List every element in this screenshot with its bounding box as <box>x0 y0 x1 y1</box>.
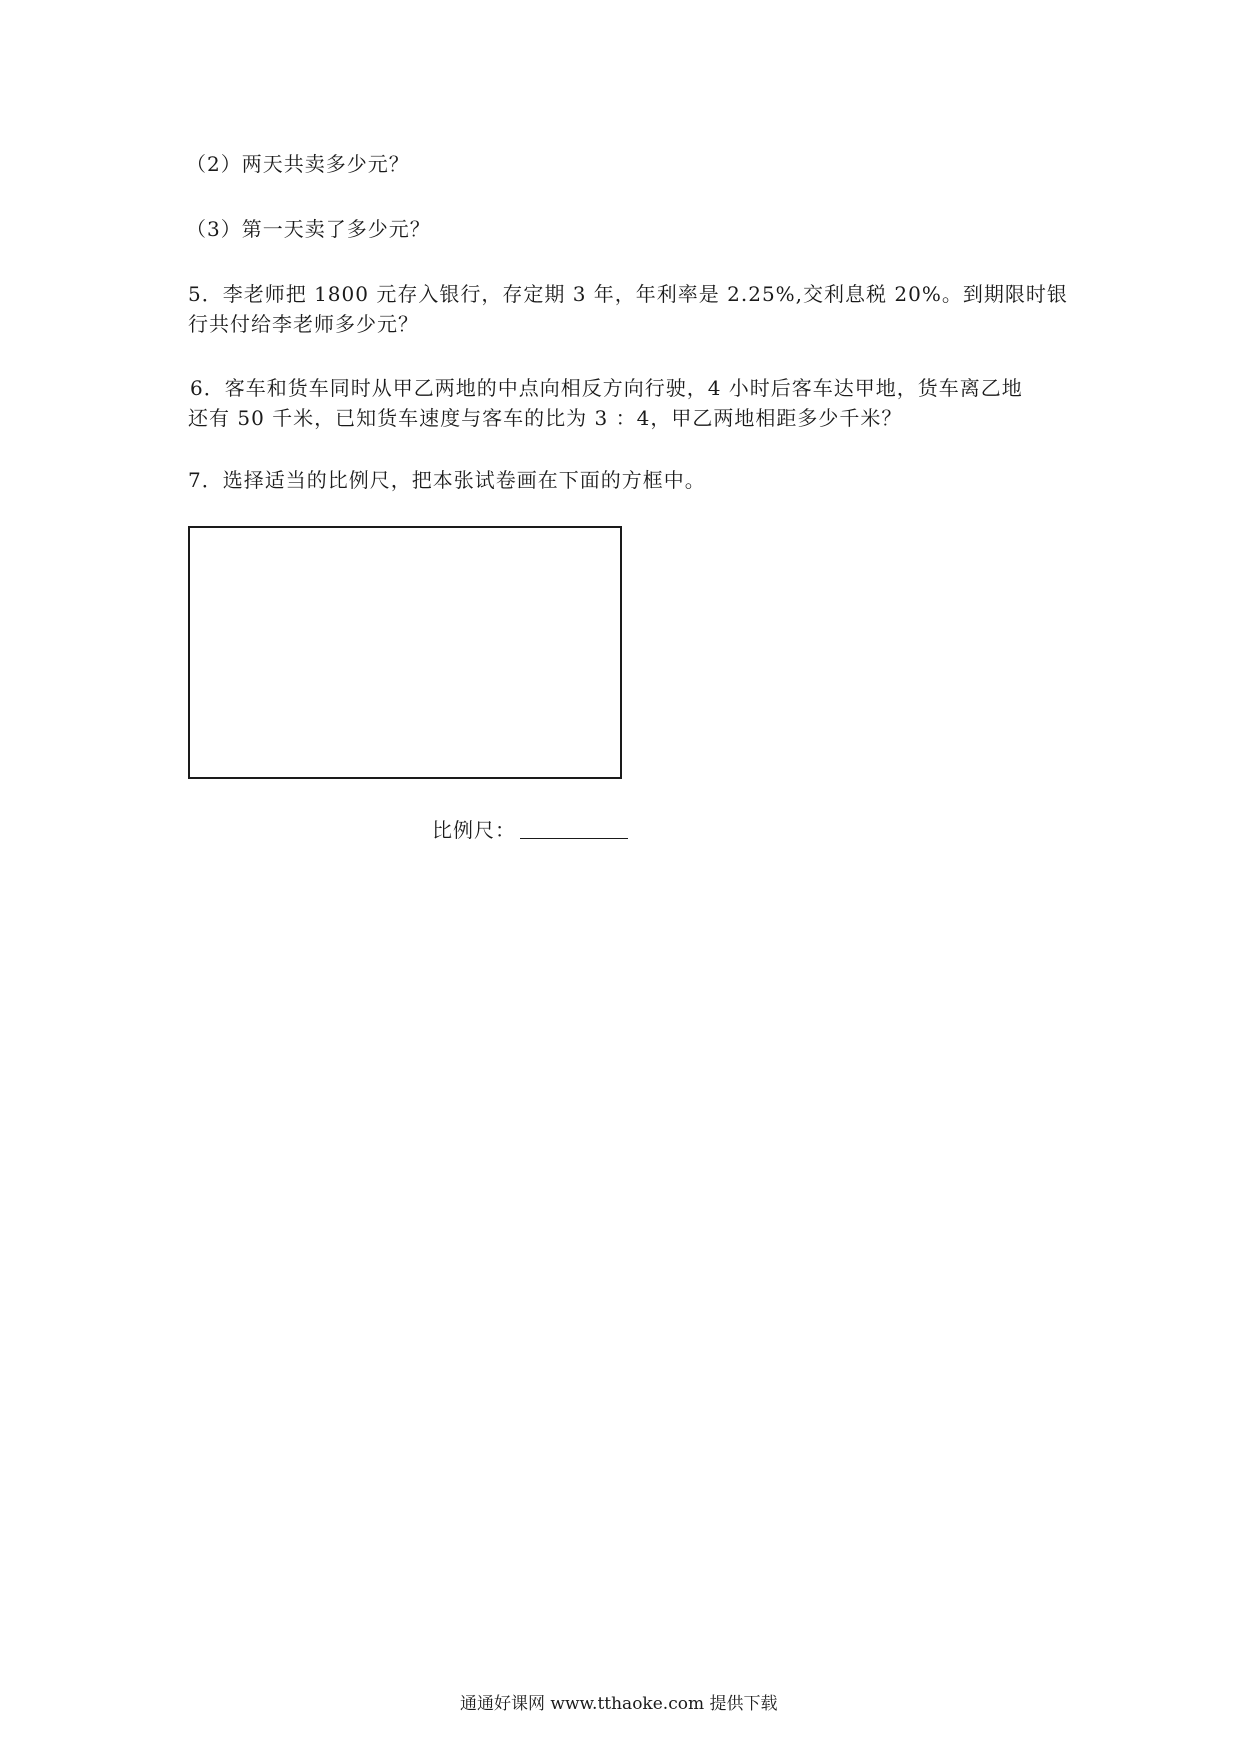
question-5-line-1: 5．李老师把 1800 元存入银行，存定期 3 年，年利率是 2.25%,交利息税 20%。到期限时银 <box>188 282 1068 306</box>
scale-answer-row <box>432 816 628 844</box>
question-5-line-2: 行共付给李老师多少元？ <box>188 312 419 336</box>
scale-answer-blank[interactable] <box>520 818 628 839</box>
question-4-part-2: （2）两天共卖多少元？ <box>186 152 410 176</box>
drawing-answer-box[interactable] <box>188 526 622 779</box>
page-footer: 通通好课网 www.tthaoke.com 提供下载 <box>460 1694 778 1714</box>
question-6-line-2: 还有 50 千米，已知货车速度与客车的比为 3 ：4，甲乙两地相距多少千米？ <box>188 406 903 430</box>
question-6-line-1: 6．客车和货车同时从甲乙两地的中点向相反方向行驶，4 小时后客车达甲地，货车离乙地 <box>190 376 1023 400</box>
question-4-part-3: （3）第一天卖了多少元？ <box>186 217 431 241</box>
scale-label: 比例尺： <box>432 818 516 842</box>
question-7: 7．选择适当的比例尺，把本张试卷画在下面的方框中。 <box>188 468 706 492</box>
